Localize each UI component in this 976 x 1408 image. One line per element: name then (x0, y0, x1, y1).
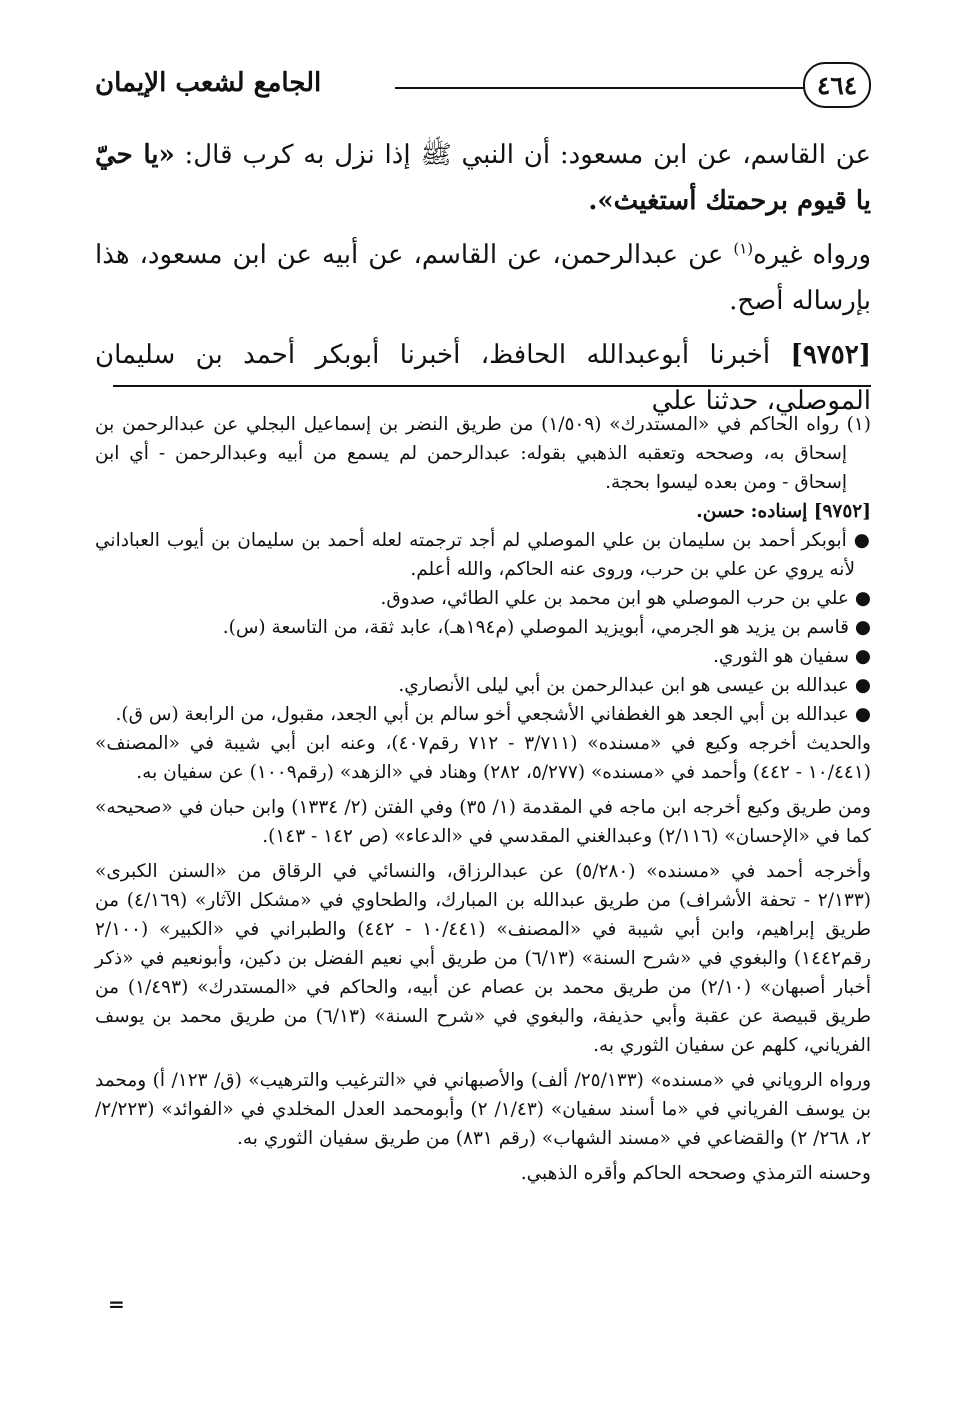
narrator-bullet: ● عبدالله بن عيسى هو ابن عبدالرحمن بن أبي ليلى الأنصاري. (398, 675, 871, 696)
header-rule (395, 87, 805, 89)
takhrij-paragraph-5: وحسنه الترمذي وصححه الحاكم وأقره الذهبي. (520, 1163, 871, 1184)
footnote-separator (113, 385, 871, 387)
narrator-text: أبوبكر أحمد بن سليمان بن علي الموصلي لم أجد ترجمته لعله أحمد بن سليمان بن أيوب العباداني لأنه يروي عن علي بن حرب، وروى عنه الحاكم، والله أعلم. (95, 530, 855, 580)
narrator-bullet: ● قاسم بن يزيد هو الجرمي، أبويزيد الموصلي (م١٩٤هـ)، عابد ثقة، من التاسعة (س). (222, 617, 871, 638)
narrator-text: عبدالله بن عيسى هو ابن عبدالرحمن بن أبي ليلى الأنصاري. (398, 675, 849, 696)
takhrij-paragraph-3: وأخرجه أحمد في «مسنده» (٥/٢٨٠) عن عبدالرزاق، والنسائي في الرقاق من «السنن الكبرى» (٢/١٣٣ - تحفة الأشراف) من طريق عبدالله بن المبارك، والطحاوي في «مشكل الآثار» (٤/١٦٩) من طريق إبراهيم، وابن أبي شيبة في «المصنف» (١٠/٤٤١ - ٤٤٢) والطبراني في «الكبير» (٢/١٠٠ رقم١٤٤٢) والبغوي في «شرح السنة» (٦/١٣) من طريق أبي نعيم الفضل بن دكين، وأبونعيم في «ذكر أخبار أصبهان» (٢/١٠) من طريق محمد بن عصام عن أبيه، والحاكم في «المستدرك» (١/٤٩٣) من طريق قبيصة عن عقبة وأبي حذيفة، والبغوي في «شرح السنة» (٦/١٣) من طريق محمد بن يوسف الفرياني، كلهم عن سفيان الثوري به. (95, 861, 872, 1056)
narrator-text: قاسم بن يزيد هو الجرمي، أبويزيد الموصلي (م١٩٤هـ)، عابد ثقة، من التاسعة (س). (222, 617, 849, 638)
takhrij-paragraph-4: ورواه الروياني في «مسنده» (٢٥/١٣٣/ ألف) والأصبهاني في «الترغيب والترهيب» (ق/ ١٢٣/ أ) ومحمد بن يوسف الفرياني في «ما أسند سفيان» (١/٤٣/ ٢) وأبومحمد العدل المخلدي في «الفوائد» (٢/٢٢٣/ ٢، ٢٦٨/ ٢) والقضاعي في «مسند الشهاب» (رقم ٨٣١) من طريق سفيان الثوري به. (95, 1070, 872, 1149)
narrator-bullet: ● علي بن حرب الموصلي هو ابن محمد بن علي الطائي، صدوق. (380, 588, 871, 609)
main-p2-before: ورواه غيره (753, 240, 872, 270)
narrator-bullet: ● سفيان هو الثوري. (713, 646, 871, 667)
running-title: الجامع لشعب الإيمان (95, 68, 322, 98)
page-number: ٤٦٤ (803, 62, 871, 108)
isnad-line (95, 497, 871, 526)
isnad-label: [٩٧٥٢] إسناده: (750, 501, 871, 522)
narrator-bullet: ● أبوبكر أحمد بن سليمان بن علي الموصلي لم أجد ترجمته لعله أحمد بن سليمان بن أيوب العباداني لأنه يروي عن علي بن حرب، وروى عنه الحاكم، والله أعلم. (95, 530, 871, 580)
main-paragraph-1 (95, 132, 871, 224)
page-header (95, 60, 871, 120)
narrator-bullet: ● عبدالله بن أبي الجعد هو الغطفاني الأشجعي أخو سالم بن أبي الجعد، مقبول، من الرابعة (س ق). (115, 704, 871, 725)
main-p1-quote: «يا حيّ يا قيوم برحمتك أستغيث». (95, 140, 871, 216)
main-p3-text: أخبرنا أبوعبدالله الحافظ، أخبرنا أبوبكر أحمد بن سليمان الموصلي، حدثنا علي (95, 340, 871, 416)
footnote-ref: (١) (733, 239, 754, 258)
footnotes (95, 410, 871, 1188)
hadith-number: [٩٧٥٢] (790, 340, 871, 370)
takhrij-paragraph-2: ومن طريق وكيع أخرجه ابن ماجه في المقدمة (١/ ٣٥) وفي الفتن (٢/ ١٣٣٤) وابن حبان في «صحيحه» كما في «الإحسان» (٢/١١٦) وعبدالغني المقدسي في «الدعاء» (ص ١٤٢ - ١٤٣). (95, 797, 871, 847)
isnad-value: حسن. (696, 501, 745, 522)
narrator-text: سفيان هو الثوري. (713, 646, 849, 667)
takhrij-paragraph-1: والحديث أخرجه وكيع في «مسنده» (٣/٧١١ - ٧١٢ رقم٤٠٧)، وعنه ابن أبي شيبة في «المصنف» (١٠/٤٤١ - ٤٤٢) وأحمد في «مسنده» (٥/٢٧٧، ٢٨٢) وهناد في «الزهد» (رقم١٠٠٩) عن سفيان به. (95, 733, 871, 783)
continuation-mark: = (108, 1292, 125, 1316)
main-p1-text: عن القاسم، عن ابن مسعود: أن النبي ﷺ إذا نزل به كرب قال: (184, 140, 872, 170)
main-paragraph-2 (95, 232, 871, 324)
main-p2-after: عن عبدالرحمن، عن القاسم، عن أبيه عن ابن مسعود، هذا بإرساله أصح. (95, 240, 871, 316)
narrator-text: علي بن حرب الموصلي هو ابن محمد بن علي الطائي، صدوق. (380, 588, 849, 609)
footnote-1: (١) رواه الحاكم في «المستدرك» (١/٥٠٩) من طريق النضر بن إسماعيل البجلي عن عبدالرحمن بن إسحاق به، وصححه وتعقبه الذهبي بقوله: عبدالرحمن لم يسمع من أبيه وعبدالرحمن - أي ابن إسحاق - ومن بعده ليسوا بحجة. (95, 414, 871, 493)
main-text (95, 132, 871, 432)
narrator-text: عبدالله بن أبي الجعد هو الغطفاني الأشجعي أخو سالم بن أبي الجعد، مقبول، من الرابعة (س ق). (115, 704, 849, 725)
